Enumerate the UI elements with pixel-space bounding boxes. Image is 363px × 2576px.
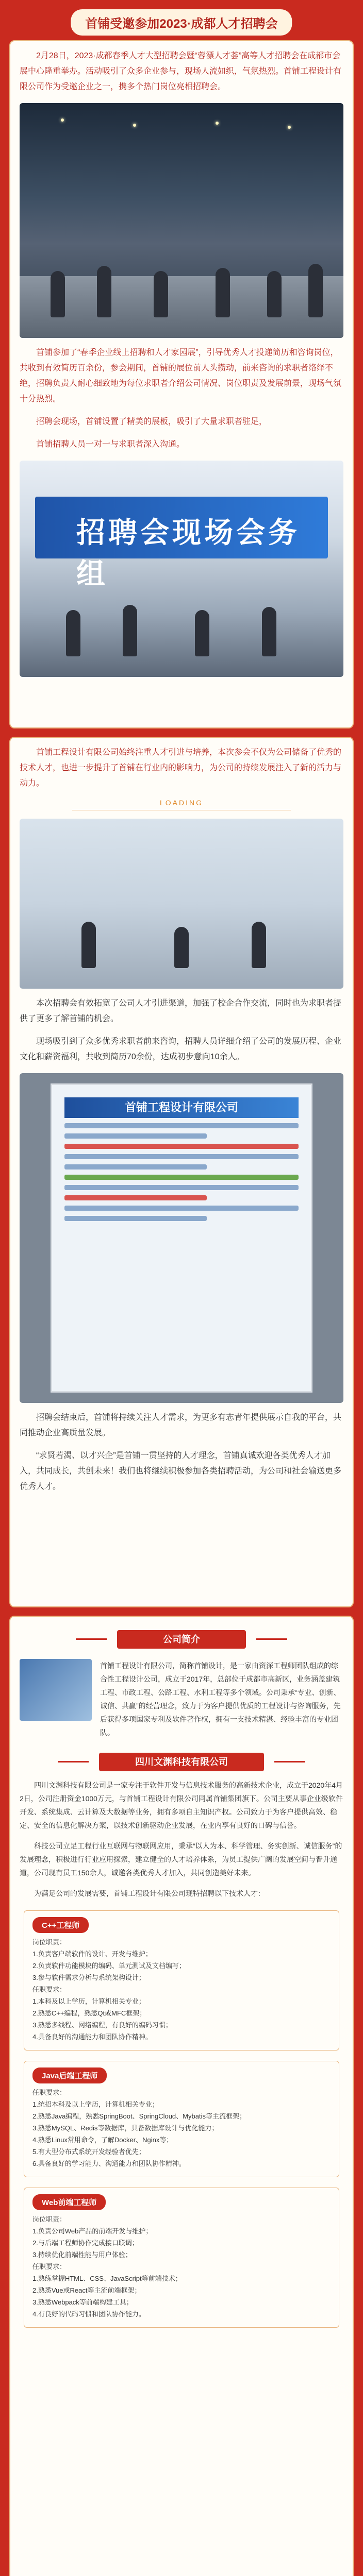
position-card-web (24, 2188, 339, 2328)
paragraph-5: 现场吸引到了众多优秀求职者前来咨询，招聘人员详细介绍了公司的发展历程、企业文化和薪资福利，共收到简历70余份，达成初步意向10余人。 (20, 1037, 342, 1061)
section-title-subsidiary: 四川文渊科技有限公司 (99, 1753, 264, 1771)
position-line: 4.有良好的代码习惯和团队协作能力。 (32, 2310, 145, 2318)
position-line: 2.熟悉Java编程，熟悉SpringBoot、SpringCloud、Mybatis等主流框架； (32, 2112, 246, 2120)
company-block-1 (20, 1659, 343, 1739)
poster-title: 首铺工程设计有限公司 (64, 1097, 299, 1118)
position-line: 岗位职责： (32, 1938, 67, 1946)
position-line: 任职要求： (32, 1986, 67, 1993)
paragraph-6: 招聘会结束后，首铺将持续关注人才需求，为更多有志青年提供展示自我的平台，共同推动企业高质量发展。 (20, 1413, 342, 1437)
paragraph-4: 本次招聘会有效拓宽了公司人才引进渠道，加强了校企合作交流，同时也为求职者提供了更多了解首铺的机会。 (20, 999, 342, 1023)
article-card-middle (9, 737, 354, 1607)
position-line: 岗位职责： (32, 2215, 67, 2223)
paragraph-2c: 首铺招聘人员一对一与求职者深入沟通。 (36, 440, 185, 449)
candidate (174, 927, 189, 968)
position-name: Web前端工程师 (32, 2194, 106, 2210)
intro-paragraph: 2月28日，2023·成都春季人才大型招聘会暨“蓉漂人才荟”高等人才招聘会在成都市会展中心隆重举办。活动吸引了众多企业参与，现场人流如织，气氛热烈。首铺工程设计有限公司作为受邀企业之一，携多个热门岗位亮相招聘会。 (20, 52, 342, 91)
position-line: 1.统招本科及以上学历，计算机相关专业； (32, 2100, 159, 2108)
poster-text-line (64, 1154, 299, 1159)
position-line: 3.熟悉MySQL、Redis等数据库，具备数据库设计与优化能力； (32, 2124, 219, 2132)
recruitment-poster (51, 1083, 312, 1393)
position-line: 1.熟练掌握HTML、CSS、JavaScript等前端技术； (32, 2275, 182, 2282)
hero-header (0, 0, 363, 34)
position-line: 任职要求： (32, 2089, 67, 2096)
banner-text: 招聘会现场会务组 (76, 516, 300, 590)
position-name: C++工程师 (32, 1917, 89, 1933)
company-text-3: 科技公司立足工程行业互联网与物联网应用，秉承“以人为本、科学管理、务实创新、诚信服务”的发展理念，积极进行行业应用探索，建立健全的人才培养体系，为员工提供广阔的发展空间与晋升通道，公司现有员工150余人，诚邀各类优秀人才加入，共同创造美好未来。 (20, 1842, 342, 1877)
poster-text-line (64, 1133, 207, 1139)
crowd-person (262, 607, 276, 656)
poster-text-line (64, 1195, 207, 1200)
photo-interview (20, 819, 343, 989)
position-card-cpp (24, 1910, 339, 2050)
position-line: 2.熟悉C++编程，熟悉Qt或MFC框架； (32, 2009, 146, 2017)
position-line: 5.有大型分布式系统开发经验者优先； (32, 2148, 145, 2156)
company-text-2: 四川文渊科技有限公司是一家专注于软件开发与信息技术服务的高新技术企业，成立于2020年4月2日，公司注册资金1000万元，与首铺工程设计有限公司同属首铺集团旗下。公司主要从事企业级软件开发、系统集成、云计算及大数据等业务，拥有多项自主知识产权。公司致力于为客户提供高效、稳定、安全的信息化解决方案，以技术创新驱动企业发展，在业内享有良好的口碑与信誉。 (20, 1781, 343, 1829)
position-line: 1.负责公司Web产品的前端开发与维护； (32, 2227, 153, 2235)
article-card-company (9, 1616, 354, 2576)
page-title: 首铺受邀参加2023·成都人才招聘会 (71, 9, 292, 36)
position-line: 1.负责客户端软件的设计、开发与维护； (32, 1950, 152, 1958)
position-name: Java后端工程师 (32, 2067, 107, 2083)
section-title-company: 公司简介 (117, 1630, 246, 1649)
crowd-person (216, 268, 230, 317)
position-line: 6.具备良好的学习能力、沟通能力和团队协作精神。 (32, 2160, 186, 2167)
company-text-1: 首铺工程设计有限公司，简称首铺设计，是一家由资深工程师团队组成的综合性工程设计公司，成立于2017年，总部位于成都市高新区，业务涵盖建筑工程、市政工程、公路工程、水利工程等多个领域。公司秉承“专业、创新、诚信、共赢”的经营理念，致力于为客户提供优质的工程设计与咨询服务，先后获得多项国家专利及软件著作权，拥有一支技术精湛、经验丰富的专业团队。 (100, 1662, 341, 1737)
position-line: 3.熟悉多线程、网络编程，有良好的编码习惯； (32, 2021, 172, 2029)
paragraph-2b: 招聘会现场，首铺设置了精美的展板，吸引了大量求职者驻足， (36, 417, 268, 426)
crowd-person (123, 605, 137, 656)
crowd-person (308, 264, 323, 317)
crowd-person (267, 271, 282, 317)
ceiling-light (61, 118, 64, 122)
poster-text-line (64, 1164, 207, 1170)
hall-floor (20, 276, 343, 338)
position-line: 4.具备良好的沟通能力和团队协作精神。 (32, 2033, 152, 2041)
poster-text-line (64, 1175, 299, 1180)
position-line: 2.熟悉Vue或React等主流前端框架； (32, 2286, 141, 2294)
position-line: 2.负责软件功能模块的编码、单元测试及文档编写； (32, 1962, 186, 1970)
candidate (252, 922, 266, 968)
position-card-java (24, 2061, 339, 2177)
poster-text-line (64, 1185, 299, 1190)
crowd-person (97, 266, 111, 317)
photo-poster (20, 1073, 343, 1403)
position-line: 3.熟悉Webpack等前端构建工具； (32, 2298, 133, 2306)
paragraph-2: 首铺参加了“春季企业线上招聘和人才家园展”，引导优秀人才投递简历和咨询岗位，共收到有效简历百余份，参会期间，首铺的展位前人头攒动，前来咨询的求职者络绎不绝，招聘负责人耐心细致地为每位求职者介绍公司情况、岗位职责及发展前景，现场气氛十分热烈。 (20, 348, 342, 403)
photo-exhibition-hall (20, 103, 343, 338)
position-line: 4.熟悉Linux常用命令，了解Docker、Nginx等； (32, 2136, 173, 2144)
position-line: 2.与后端工程师协作完成接口联调； (32, 2239, 139, 2247)
interviewer (81, 922, 96, 968)
crowd-person (66, 610, 80, 656)
position-line: 3.参与软件需求分析与系统架构设计； (32, 1974, 145, 1981)
poster-text-line (64, 1206, 299, 1211)
ceiling-light (288, 126, 291, 129)
crowd-person (195, 610, 209, 656)
poster-text-line (64, 1216, 207, 1221)
hiring-intro: 为满足公司的发展需要，首铺工程设计有限公司现特招聘以下技术人才： (34, 1889, 265, 1897)
crowd-person (51, 271, 65, 317)
photo-booth (20, 461, 343, 677)
position-line: 1.本科及以上学历，计算机相关专业； (32, 1997, 145, 2005)
article-card-intro (9, 40, 354, 728)
position-line: 任职要求： (32, 2263, 67, 2270)
company-photo (20, 1659, 92, 1721)
paragraph-3: 首铺工程设计有限公司始终注重人才引进与培养，本次参会不仅为公司储备了优秀的技术人才，也进一步提升了首铺在行业内的影响力，为公司的持续发展注入了新的活力与动力。 (20, 748, 342, 788)
booth-banner (35, 497, 328, 590)
poster-text-line (64, 1123, 299, 1128)
paragraph-7: “求贤若渴、以才兴企”是首铺一贯坚持的人才理念，首铺真诚欢迎各类优秀人才加入，共同成长，共创未来！我们也将继续积极参加各类招聘活动，为公司和社会输送更多优秀人才。 (20, 1451, 342, 1491)
ceiling-light (216, 122, 219, 125)
loading-divider: LOADING (159, 799, 203, 807)
ceiling-light (133, 124, 136, 127)
position-line: 3.持续优化前端性能与用户体验； (32, 2251, 132, 2259)
poster-text-line (64, 1144, 299, 1149)
crowd-person (154, 271, 168, 317)
